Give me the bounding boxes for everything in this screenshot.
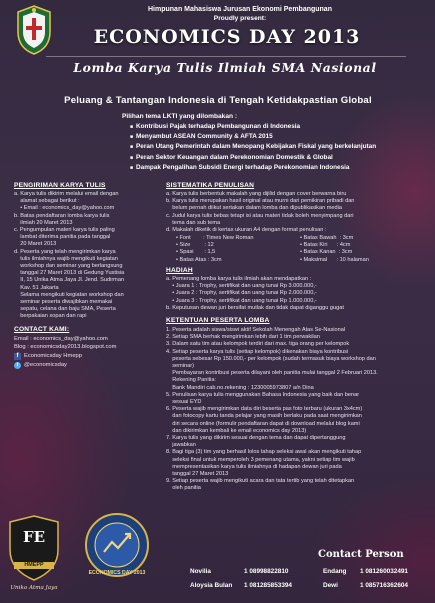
title-divider <box>46 56 406 57</box>
pengiriman-line: lambat diterima panitia pada tanggal <box>14 234 111 241</box>
pengiriman-line: c. Pengumpulan materi karya tulis paling <box>14 227 115 234</box>
facebook-icon: f <box>14 353 21 360</box>
ketentuan-line: seleksi final untuk memperoleh 3 pemenang utama, yakni setiap tim wajib <box>166 456 355 463</box>
hadiah-line: • Juara 3 : Trophy, sertifikat dan uang tunai Rp 1.000.000,- <box>166 297 317 304</box>
ketentuan-line: 6. Peserta wajib mengirimkan data diri beserta pas foto terbaru (ukuran 3x4cm) <box>166 406 363 413</box>
ketentuan-body <box>166 327 428 493</box>
pengiriman-line: Selama mengikuti kegiatan workshop dan <box>14 291 124 298</box>
format-line: • Font : Times New Roman <box>176 235 254 241</box>
format-line: • Batas Kiri : 4cm <box>300 242 351 249</box>
pengiriman-line: 20 Maret 2013 <box>14 241 57 248</box>
sistematika-body <box>166 191 428 234</box>
twitter-icon: t <box>14 362 21 369</box>
pengiriman-line: tulis ilmiahnya wajib mengikuti kegiatan <box>14 255 118 262</box>
ketentuan-line: seminar) <box>166 363 194 370</box>
format-line: • Batas Bawah : 3cm <box>300 235 354 241</box>
contact-name: Dewi <box>323 582 338 589</box>
ketentuan-line: sesuai EYD <box>166 399 202 406</box>
pengiriman-line: sepatu, celana dan baju SMA, Peserta <box>14 306 116 313</box>
sistematika-line: b. Karya tulis merupakan hasil original atau murni dari pemikiran pribadi dan <box>166 198 355 205</box>
ketentuan-line: oleh panitia <box>166 485 201 492</box>
contact-name: Endang <box>323 568 347 575</box>
contact-name: Aloysia Bulan <box>190 582 233 589</box>
contact-person-heading: Contact Person <box>318 549 404 560</box>
hadiah-line: • Juara 1 : Trophy, sertifikat dan uang tunai Rp 3.000.000,- <box>166 283 317 290</box>
ketentuan-line: diri secara online (formulir pendaftaran dapat di download melalui blog kami <box>166 420 360 427</box>
format-line: • Batas Atas : 3cm <box>176 256 222 263</box>
topic-item: ■ Kontribusi Pajak terhadap Pembangunan di Indonesia <box>130 122 400 132</box>
economics-day-badge-logo <box>84 512 150 578</box>
format-line: • Maksimal : 10 halaman <box>300 256 369 263</box>
ketentuan-line: 5. Penulisan karya tulis menggunakan Bahasa Indonesia yang baik dan benar <box>166 391 360 398</box>
pengiriman-line: d. Peserta yang telah mengirimkan karya <box>14 248 116 255</box>
contact-email[interactable]: Email : economics_day@yahoo.com <box>14 336 108 342</box>
ketentuan-line: 8. Bagi tiga (3) tim yang berhasil lolos tahap seleksi awal akan mengikuti tahap <box>166 449 362 456</box>
ketentuan-line: tanggal 27 Maret 2013 <box>166 471 229 478</box>
badge-text: ECONOMICS DAY 2013 <box>88 570 146 576</box>
topics-intro: Pilihan tema LKTI yang dilombakan : <box>122 113 238 120</box>
ketentuan-line: peserta sebesar Rp 150.000,- per kelompok (sudah termasuk biaya workshop dan <box>166 355 376 362</box>
event-title: ECONOMICS DAY 2013 <box>93 26 361 48</box>
pengiriman-line: berpakaian sopan dan rapi <box>14 313 87 320</box>
ketentuan-line: dan fotocopy kartu tanda pelajar yang masih berlaku pada saat mengirimkan <box>166 413 362 420</box>
topics-list <box>130 122 400 173</box>
hadiah-line: • Juara 2 : Trophy, sertifikat dan uang tunai Rp 2.000.000,- <box>166 290 317 297</box>
organizer-text: Himpunan Mahasiswa Jurusan Ekonomi Pembangunan <box>148 6 332 13</box>
sistematika-heading: SISTEMATIKA PENULISAN <box>166 182 255 189</box>
pengiriman-heading: PENGIRIMAN KARYA TULIS <box>14 182 106 189</box>
topic-item: ■ Peran Sektor Keuangan dalam Perekonomian Domestik & Global <box>130 153 400 163</box>
format-left-list <box>176 235 296 264</box>
pengiriman-body <box>14 191 146 321</box>
pengiriman-line: b. Batas pendaftaran lomba karya tulis <box>14 212 110 219</box>
ketentuan-line: Rekening Panitia: <box>166 377 217 384</box>
pengiriman-line: tanggal 27 Maret 2013 di Gedung Yustisia <box>14 270 125 277</box>
format-line: • Batas Kanan : 3cm <box>300 249 353 256</box>
hmepp-logo-text: HMEPP <box>24 562 44 568</box>
ketentuan-line: dan dikirimkan kembali ke email economics day 2013) <box>166 427 307 434</box>
ketentuan-heading: KETENTUAN PESERTA LOMBA <box>166 317 270 324</box>
sistematika-line: tema dan sub tema <box>166 219 221 226</box>
pengiriman-line: a. Karya tulis dikirim melalui email dengan <box>14 191 119 197</box>
format-right-list <box>300 235 428 264</box>
contact-facebook[interactable]: Economicsday Hmepp <box>24 353 82 359</box>
pengiriman-line: Kav. 51 Jakarta <box>14 284 59 291</box>
ketentuan-line: mempresentasikan karya tulis ilmiahnya di hadapan dewan juri pada <box>166 463 342 470</box>
ketentuan-line: 4. Setiap peserta karya tulis (setiap kelompok) dikenakan biaya kontribusi <box>166 348 349 355</box>
contact-heading: CONTACT KAMI: <box>14 326 70 333</box>
ketentuan-line: Pembayaran kontribusi peserta dilayani oleh panitia mulai tanggal 2 Februari 2013. <box>166 370 378 377</box>
event-subtitle: Lomba Karya Tulis Ilmiah SMA Nasional <box>73 60 377 75</box>
ketentuan-line: 3. Dalam satu tim atau kelompok terdiri dari max. tiga orang per kelompok <box>166 341 350 348</box>
hadiah-body <box>166 276 428 312</box>
topic-item: ■ Menyambut ASEAN Community & AFTA 2015 <box>130 132 400 142</box>
university-seal-logo <box>14 4 54 56</box>
ketentuan-line: 2. Setiap SMA berhak mengirimkan lebih dari 1 tim perwakilan <box>166 334 320 341</box>
hadiah-line: a. Pemenang lomba karya tulis ilmiah akan mendapatkan : <box>166 276 312 282</box>
hadiah-heading: HADIAH <box>166 267 193 274</box>
pengiriman-line: ilmiah 20 Maret 2013 <box>14 219 73 226</box>
contact-phone[interactable]: 1 08998822810 <box>244 568 289 575</box>
event-theme: Peluang & Tantangan Indonesia di Tengah Ketidakpastian Global <box>64 95 372 106</box>
ketentuan-line: Bank Mandiri cab.no.rekening : 1230005973807 a/n Dina <box>166 384 314 391</box>
pengiriman-line: alamat sebagai berikut : <box>14 198 80 205</box>
contact-phone[interactable]: 1 081260032491 <box>360 568 408 575</box>
fe-logo-text: FE <box>22 528 46 546</box>
pengiriman-line: • Email : economics_day@yahoo.com <box>14 205 115 212</box>
ketentuan-line: jawabkan <box>166 442 196 449</box>
sistematika-line: d. Makalah diketik di kertas ukuran A4 dengan format penulisan : <box>166 227 327 234</box>
ketentuan-line: 7. Karya tulis yang dikirim sesuai dengan tema dan dapat dipertanggung <box>166 435 346 442</box>
topic-item: ■ Peran Utang Pemerintah dalam Menopang Kebijakan Fiskal yang berkelanjutan <box>130 142 400 152</box>
contact-blog[interactable]: Blog : economicsday2013.blogspot.com <box>14 344 117 350</box>
ketentuan-line: 9. Setiap peserta wajib mengikuti acara dan tata tertib yang telah ditetapkan <box>166 478 355 485</box>
ketentuan-line: 1. Peserta adalah siswa/siswi aktif Sekolah Menengah Atas Se-Nasional <box>166 327 346 333</box>
fe-hmepp-crest-logo <box>6 514 62 584</box>
pengiriman-line: II, 15 Unika Atma Jaya Jl. Jend. Sudirman <box>14 277 125 284</box>
contact-phone[interactable]: 1 085716362604 <box>360 582 408 589</box>
pengiriman-line: seminar peserta diwajibkan memakai <box>14 299 113 306</box>
pengiriman-line: workshop dan seminar yang berlangsung <box>14 263 123 270</box>
contact-phone[interactable]: 1 081285853394 <box>244 582 292 589</box>
contact-name: Novilia <box>190 568 211 575</box>
proudly-present-text: Proudly present: <box>213 15 267 22</box>
sistematika-line: a. Karya tulis berbentuk makalah yang dijilid dengan cover berwarna biru <box>166 191 347 197</box>
format-line: • Spasi : 1,5 <box>176 249 216 256</box>
format-line: • Size : 12 <box>176 242 214 249</box>
topic-item: ■ Dampak Pengalihan Subsidi Energi terhadap Perekonomian Indonesia <box>130 163 400 173</box>
sistematika-line: c. Judul karya tulis bebas tetapi isi atau materi tidak boleh menyimpang dari <box>166 212 354 219</box>
sistematika-line: belum pernah diikut sertakan dalam lomba dan dipublikasikan media <box>166 205 342 212</box>
hadiah-line: b. Keputusan dewan juri bersifat mutlak dan tidak dapat diganggu gugat <box>166 304 344 311</box>
motto-text: Unika Atma Jaya <box>10 585 58 591</box>
contact-twitter[interactable]: @economicsday <box>24 362 67 368</box>
